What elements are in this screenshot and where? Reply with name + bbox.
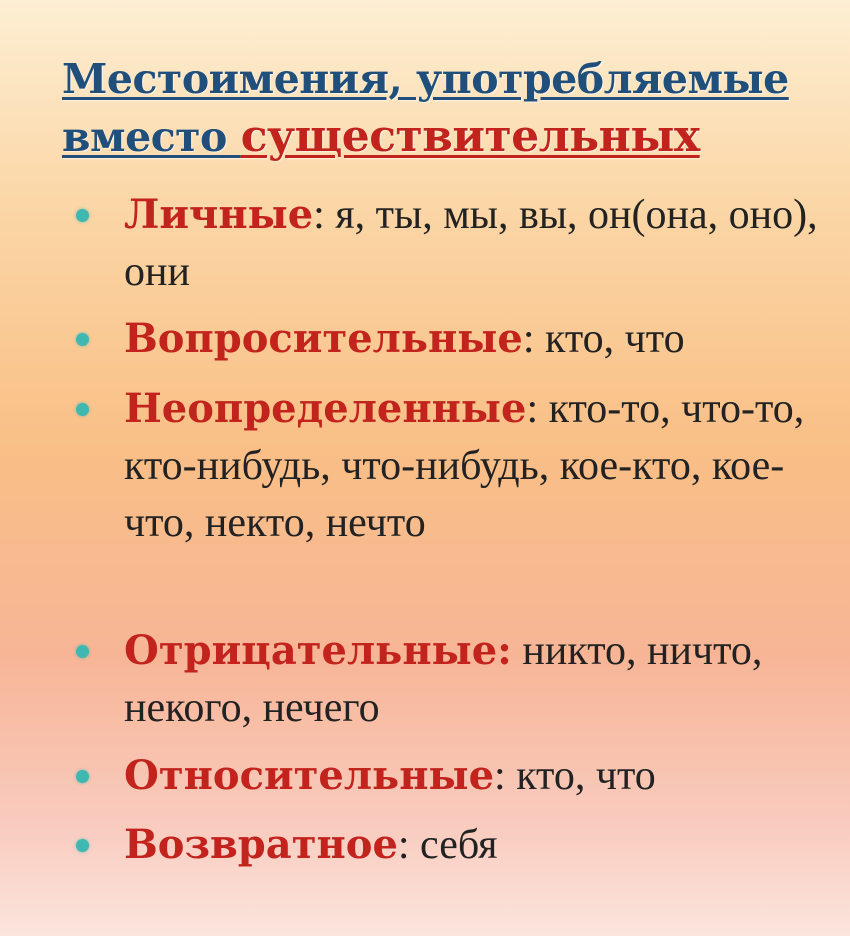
bullet-icon (76, 839, 89, 852)
item-label: Относительные (124, 752, 495, 799)
title-prefix: вместо (62, 113, 241, 161)
item-text: : кто, что (494, 753, 656, 799)
item-text: никто, ничто, некого, нечего (124, 628, 763, 731)
list-item-indefinite (124, 380, 824, 552)
list-item-relative (124, 747, 824, 805)
item-label: Личные (124, 191, 314, 238)
item-text: : себя (397, 822, 498, 868)
bullet-icon (76, 209, 89, 222)
list-item-negative (124, 622, 824, 737)
bullet-icon (76, 333, 89, 346)
bullet-icon (76, 645, 89, 658)
item-label: Возвратное (124, 821, 398, 868)
item-label: Отрицательные: (124, 627, 512, 674)
item-label: Неопределенные (124, 385, 527, 432)
item-label: Вопросительные (124, 315, 523, 362)
bullet-icon (76, 770, 89, 783)
item-text: : кто-то, что-то, кто-нибудь, что-нибудь, кое-кто, кое-что, некто, нечто (124, 386, 805, 546)
item-text: : кто, что (522, 316, 685, 362)
title-highlight: существительных (240, 111, 700, 162)
title-line-1: Местоимения, употребляемые (62, 55, 789, 103)
bullet-icon (76, 403, 89, 416)
item-text: : я, ты, мы, вы, он(она, оно), они (124, 192, 818, 295)
list-item-interrogative (124, 310, 824, 368)
list-item-personal (124, 186, 824, 301)
list-item-reflexive (124, 816, 824, 874)
